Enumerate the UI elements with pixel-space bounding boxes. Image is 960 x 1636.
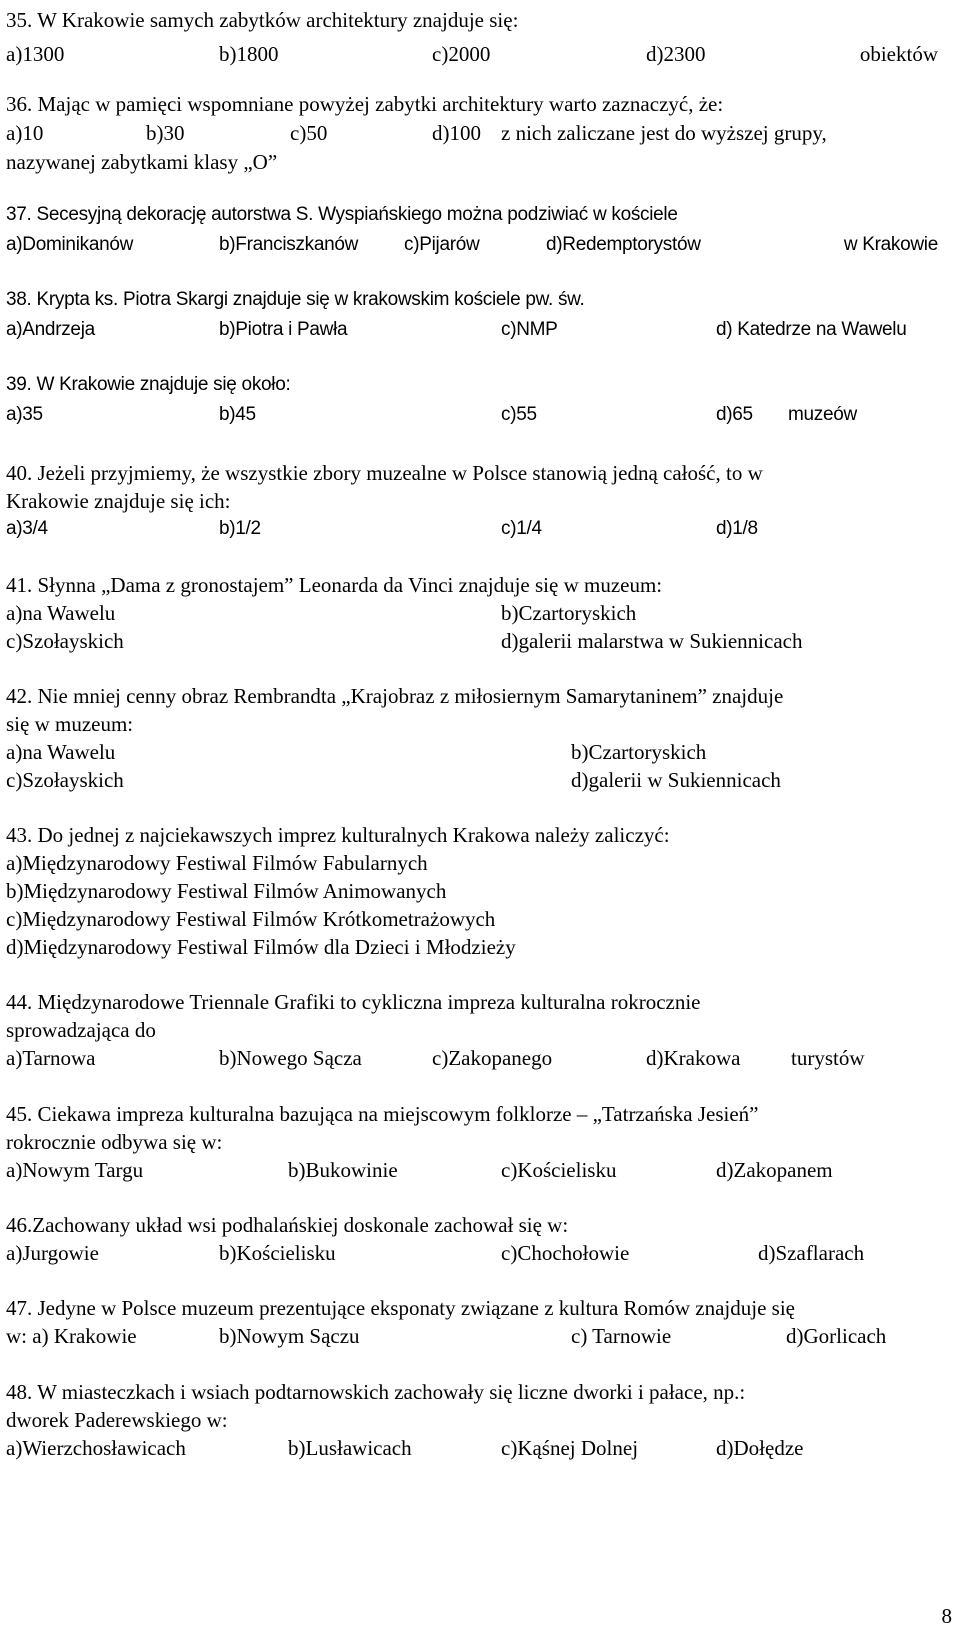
question-41 <box>6 570 946 600</box>
option-b: b)30 <box>146 121 185 145</box>
question-text: 48. W miasteczkach i wsiach podtarnowskich zachowały się liczne dworki i pałace, np.: <box>6 1380 746 1404</box>
option-c: c)Kościelisku <box>501 1158 617 1182</box>
option-b: b)Piotra i Pawła <box>219 319 348 340</box>
option-d: d) Katedrze na Wawelu <box>716 319 907 340</box>
option-a: a)Tarnowa <box>6 1046 96 1070</box>
question-44 <box>6 987 946 1017</box>
option-a: a)3/4 <box>6 518 48 539</box>
question-continuation: Krakowie znajduje się ich: <box>6 489 231 513</box>
options-row <box>6 1433 946 1463</box>
question-36 <box>6 89 946 119</box>
options-row <box>6 230 946 260</box>
options-row <box>6 1155 946 1185</box>
option-c: c)Kąśnej Dolnej <box>501 1436 639 1460</box>
option-c: c)Pijarów <box>404 234 480 255</box>
option-a: a)Międzynarodowy Festiwal Filmów Fabularnych <box>6 851 428 875</box>
option-suffix: z nich zaliczane jest do wyższej grupy, <box>501 121 827 145</box>
options-row <box>6 514 946 544</box>
question-text: 44. Międzynarodowe Triennale Grafiki to cykliczna impreza kulturalna rokrocznie <box>6 990 701 1014</box>
options-row <box>6 598 946 628</box>
question-46 <box>6 1210 946 1240</box>
question-45 <box>6 1099 946 1129</box>
question-text: 37. Secesyjną dekorację autorstwa S. Wyspiańskiego można podziwiać w kościele <box>6 204 678 225</box>
question-text: 39. W Krakowie znajduje się około: <box>6 374 291 395</box>
question-text: 47. Jedyne w Polsce muzeum prezentujące eksponaty związane z kultura Romów znajduje się <box>6 1296 795 1320</box>
options-row <box>6 1238 946 1268</box>
option-a: a)Jurgowie <box>6 1241 99 1265</box>
option-d: d)Dołędze <box>716 1436 804 1460</box>
question-continuation: rokrocznie odbywa się w: <box>6 1130 223 1154</box>
option-d: d)Szaflarach <box>758 1241 865 1265</box>
question-continuation: się w muzeum: <box>6 712 134 736</box>
page-number: 8 <box>941 1604 952 1628</box>
option-a: a)Nowym Targu <box>6 1158 144 1182</box>
question-39 <box>6 370 946 400</box>
option-d: d)2300 <box>646 42 706 66</box>
option-d: d)100 <box>432 121 481 145</box>
option-a: a)na Wawelu <box>6 740 116 764</box>
option-a: a)10 <box>6 121 44 145</box>
option-b: b)Lusławicach <box>288 1436 412 1460</box>
option-b: b)45 <box>219 404 256 425</box>
option-d: d)Krakowa <box>646 1046 741 1070</box>
option-b: b)Międzynarodowy Festiwal Filmów Animowanych <box>6 879 447 903</box>
options-row <box>6 118 946 148</box>
option-c: c)NMP <box>501 319 558 340</box>
options-row <box>6 39 946 69</box>
question-text: 40. Jeżeli przyjmiemy, że wszystkie zbory muzealne w Polsce stanowią jedną całość, to w <box>6 461 763 485</box>
option-d: d)65 <box>716 404 753 425</box>
question-text: 42. Nie mniej cenny obraz Rembrandta „Krajobraz z miłosiernym Samarytaninem” znajduje <box>6 684 784 708</box>
option-b: b)Kościelisku <box>219 1241 336 1265</box>
option-a: a)Wierzchosławicach <box>6 1436 186 1460</box>
question-continuation: dworek Paderewskiego w: <box>6 1408 228 1432</box>
question-text: 36. Mając w pamięci wspomniane powyżej zabytki architektury warto zaznaczyć, że: <box>6 92 724 116</box>
option-a: a)Dominikanów <box>6 234 134 255</box>
option-c: c)Chochołowie <box>501 1241 630 1265</box>
question-text: 45. Ciekawa impreza kulturalna bazująca na miejscowym folklorze – „Tatrzańska Jesień” <box>6 1102 759 1126</box>
question-40 <box>6 458 946 488</box>
question-43 <box>6 820 946 850</box>
option-c: c) Tarnowie <box>571 1324 672 1348</box>
option-b: b)1/2 <box>219 518 261 539</box>
option-b: b)Franciszkanów <box>219 234 359 255</box>
option-d: d)1/8 <box>716 518 758 539</box>
option-d: d)galerii w Sukiennicach <box>571 768 781 792</box>
option-b: b)Nowego Sącza <box>219 1046 362 1070</box>
option-c: c)Międzynarodowy Festiwal Filmów Krótkometrażowych <box>6 907 496 931</box>
option-a: w: a) Krakowie <box>6 1324 137 1348</box>
option-c: c)Szołayskich <box>6 768 124 792</box>
option-c: c)1/4 <box>501 518 542 539</box>
question-48 <box>6 1377 946 1407</box>
question-37 <box>6 200 946 230</box>
question-text: 38. Krypta ks. Piotra Skargi znajduje się w krakowskim kościele pw. św. <box>6 289 585 310</box>
option-d: d)galerii malarstwa w Sukiennicach <box>501 629 803 653</box>
options-row <box>6 765 946 795</box>
question-continuation: nazywanej zabytkami klasy „O” <box>6 150 278 174</box>
options-row <box>6 400 946 430</box>
option-a: a)1300 <box>6 42 65 66</box>
question-text: 41. Słynna „Dama z gronostajem” Leonarda da Vinci znajduje się w muzeum: <box>6 573 663 597</box>
question-text: 43. Do jednej z najciekawszych imprez kulturalnych Krakowa należy zaliczyć: <box>6 823 670 847</box>
option-suffix: obiektów <box>859 42 938 66</box>
option-d: d)Międzynarodowy Festiwal Filmów dla Dzieci i Młodzieży <box>6 935 516 959</box>
question-continuation: sprowadzająca do <box>6 1018 156 1042</box>
option-b: b)Czartoryskich <box>501 601 637 625</box>
question-38 <box>6 285 946 315</box>
option-b: b)Bukowinie <box>288 1158 398 1182</box>
option-a: a)Andrzeja <box>6 319 95 340</box>
question-35 <box>6 5 946 35</box>
option-c: c)Szołayskich <box>6 629 124 653</box>
options-row <box>6 315 946 345</box>
option-c: c)Zakopanego <box>432 1046 553 1070</box>
question-42 <box>6 681 946 711</box>
option-a: a)na Wawelu <box>6 601 116 625</box>
option-suffix: turystów <box>791 1046 865 1070</box>
option-c: c)2000 <box>432 42 491 66</box>
options-row <box>6 737 946 767</box>
question-text: 35. W Krakowie samych zabytków architektury znajduje się: <box>6 8 519 32</box>
option-suffix: muzeów <box>788 404 857 425</box>
option-c: c)55 <box>501 404 537 425</box>
option-d: d)Gorlicach <box>786 1324 887 1348</box>
question-47 <box>6 1293 946 1323</box>
option-d: d)Redemptorystów <box>546 234 701 255</box>
option-c: c)50 <box>290 121 328 145</box>
options-row <box>6 1043 946 1073</box>
options-row <box>6 626 946 656</box>
option-suffix: w Krakowie <box>843 234 938 255</box>
option-b: b)1800 <box>219 42 279 66</box>
options-row <box>6 1321 946 1351</box>
option-a: a)35 <box>6 404 43 425</box>
option-b: b)Czartoryskich <box>571 740 707 764</box>
option-d: d)Zakopanem <box>716 1158 833 1182</box>
option-b: b)Nowym Sączu <box>219 1324 360 1348</box>
question-text: 46.Zachowany układ wsi podhalańskiej doskonale zachował się w: <box>6 1213 569 1237</box>
